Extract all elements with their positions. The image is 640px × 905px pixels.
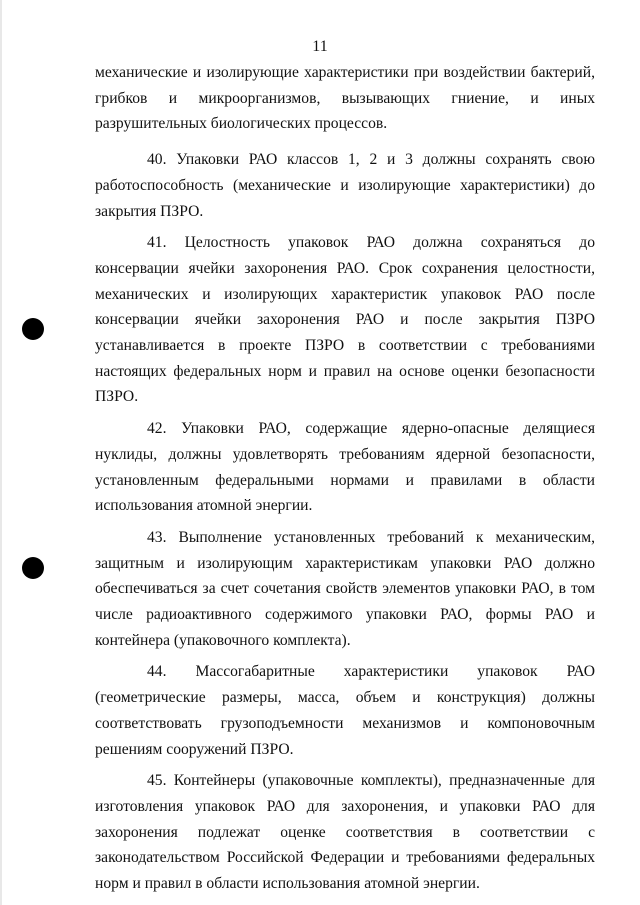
paragraph-continuation: механические и изолирующие характеристики при воздействии бактерий, грибков и микроорганизмов, вызывающих гниение, и иных разрушительных биологических процессов.: [95, 64, 595, 133]
document-body: [95, 60, 595, 903]
punch-hole-bottom: [22, 557, 44, 579]
page-number: 11: [312, 38, 328, 55]
paragraph-43: 43. Выполнение установленных требований к механическим, защитным и изолирующим характеристикам упаковки РАО должно обеспечиваться за счет сочетания свойств элементов упаковки РАО, в том числе радиоактивного содержимого упаковки РАО, формы РАО и контейнера (упаковочного комплекта).: [95, 528, 595, 649]
punch-hole-top: [22, 318, 44, 340]
paragraph-40: 40. Упаковки РАО классов 1, 2 и 3 должны сохранять свою работоспособность (механические и изолирующие характеристики) до закрытия ПЗРО.: [95, 151, 595, 220]
scan-edge: [0, 0, 2, 905]
paragraph-45: 45. Контейнеры (упаковочные комплекты), предназначенные для изготовления упаковок РАО для захоронения, и упаковки РАО для захоронения подлежат оценке соответствия в соответствии с законодательством Российской Федерации и требованиями федеральных норм и правил в области использования атомной энергии.: [95, 772, 595, 893]
paragraph-41: 41. Целостность упаковок РАО должна сохраняться до консервации ячейки захоронения РАО. Срок сохранения целостности, механических и изолирующих характеристик упаковок РАО после консервации ячейки захоронения РАО и после закрытия ПЗРО устанавливается в проекте ПЗРО в соответствии с требованиями настоящих федеральных норм и правил на основе оценки безопасности ПЗРО.: [95, 234, 595, 406]
paragraph-44: 44. Массогабаритные характеристики упаковок РАО (геометрические размеры, масса, объем и конструкция) должны соответствовать грузоподъемности механизмов и компоновочным решениям сооружений ПЗРО.: [95, 663, 595, 758]
paragraph-42: 42. Упаковки РАО, содержащие ядерно-опасные делящиеся нуклиды, должны удовлетворять требованиям ядерной безопасности, установленным федеральными нормами и правилами в области использования атомной энергии.: [95, 420, 595, 515]
